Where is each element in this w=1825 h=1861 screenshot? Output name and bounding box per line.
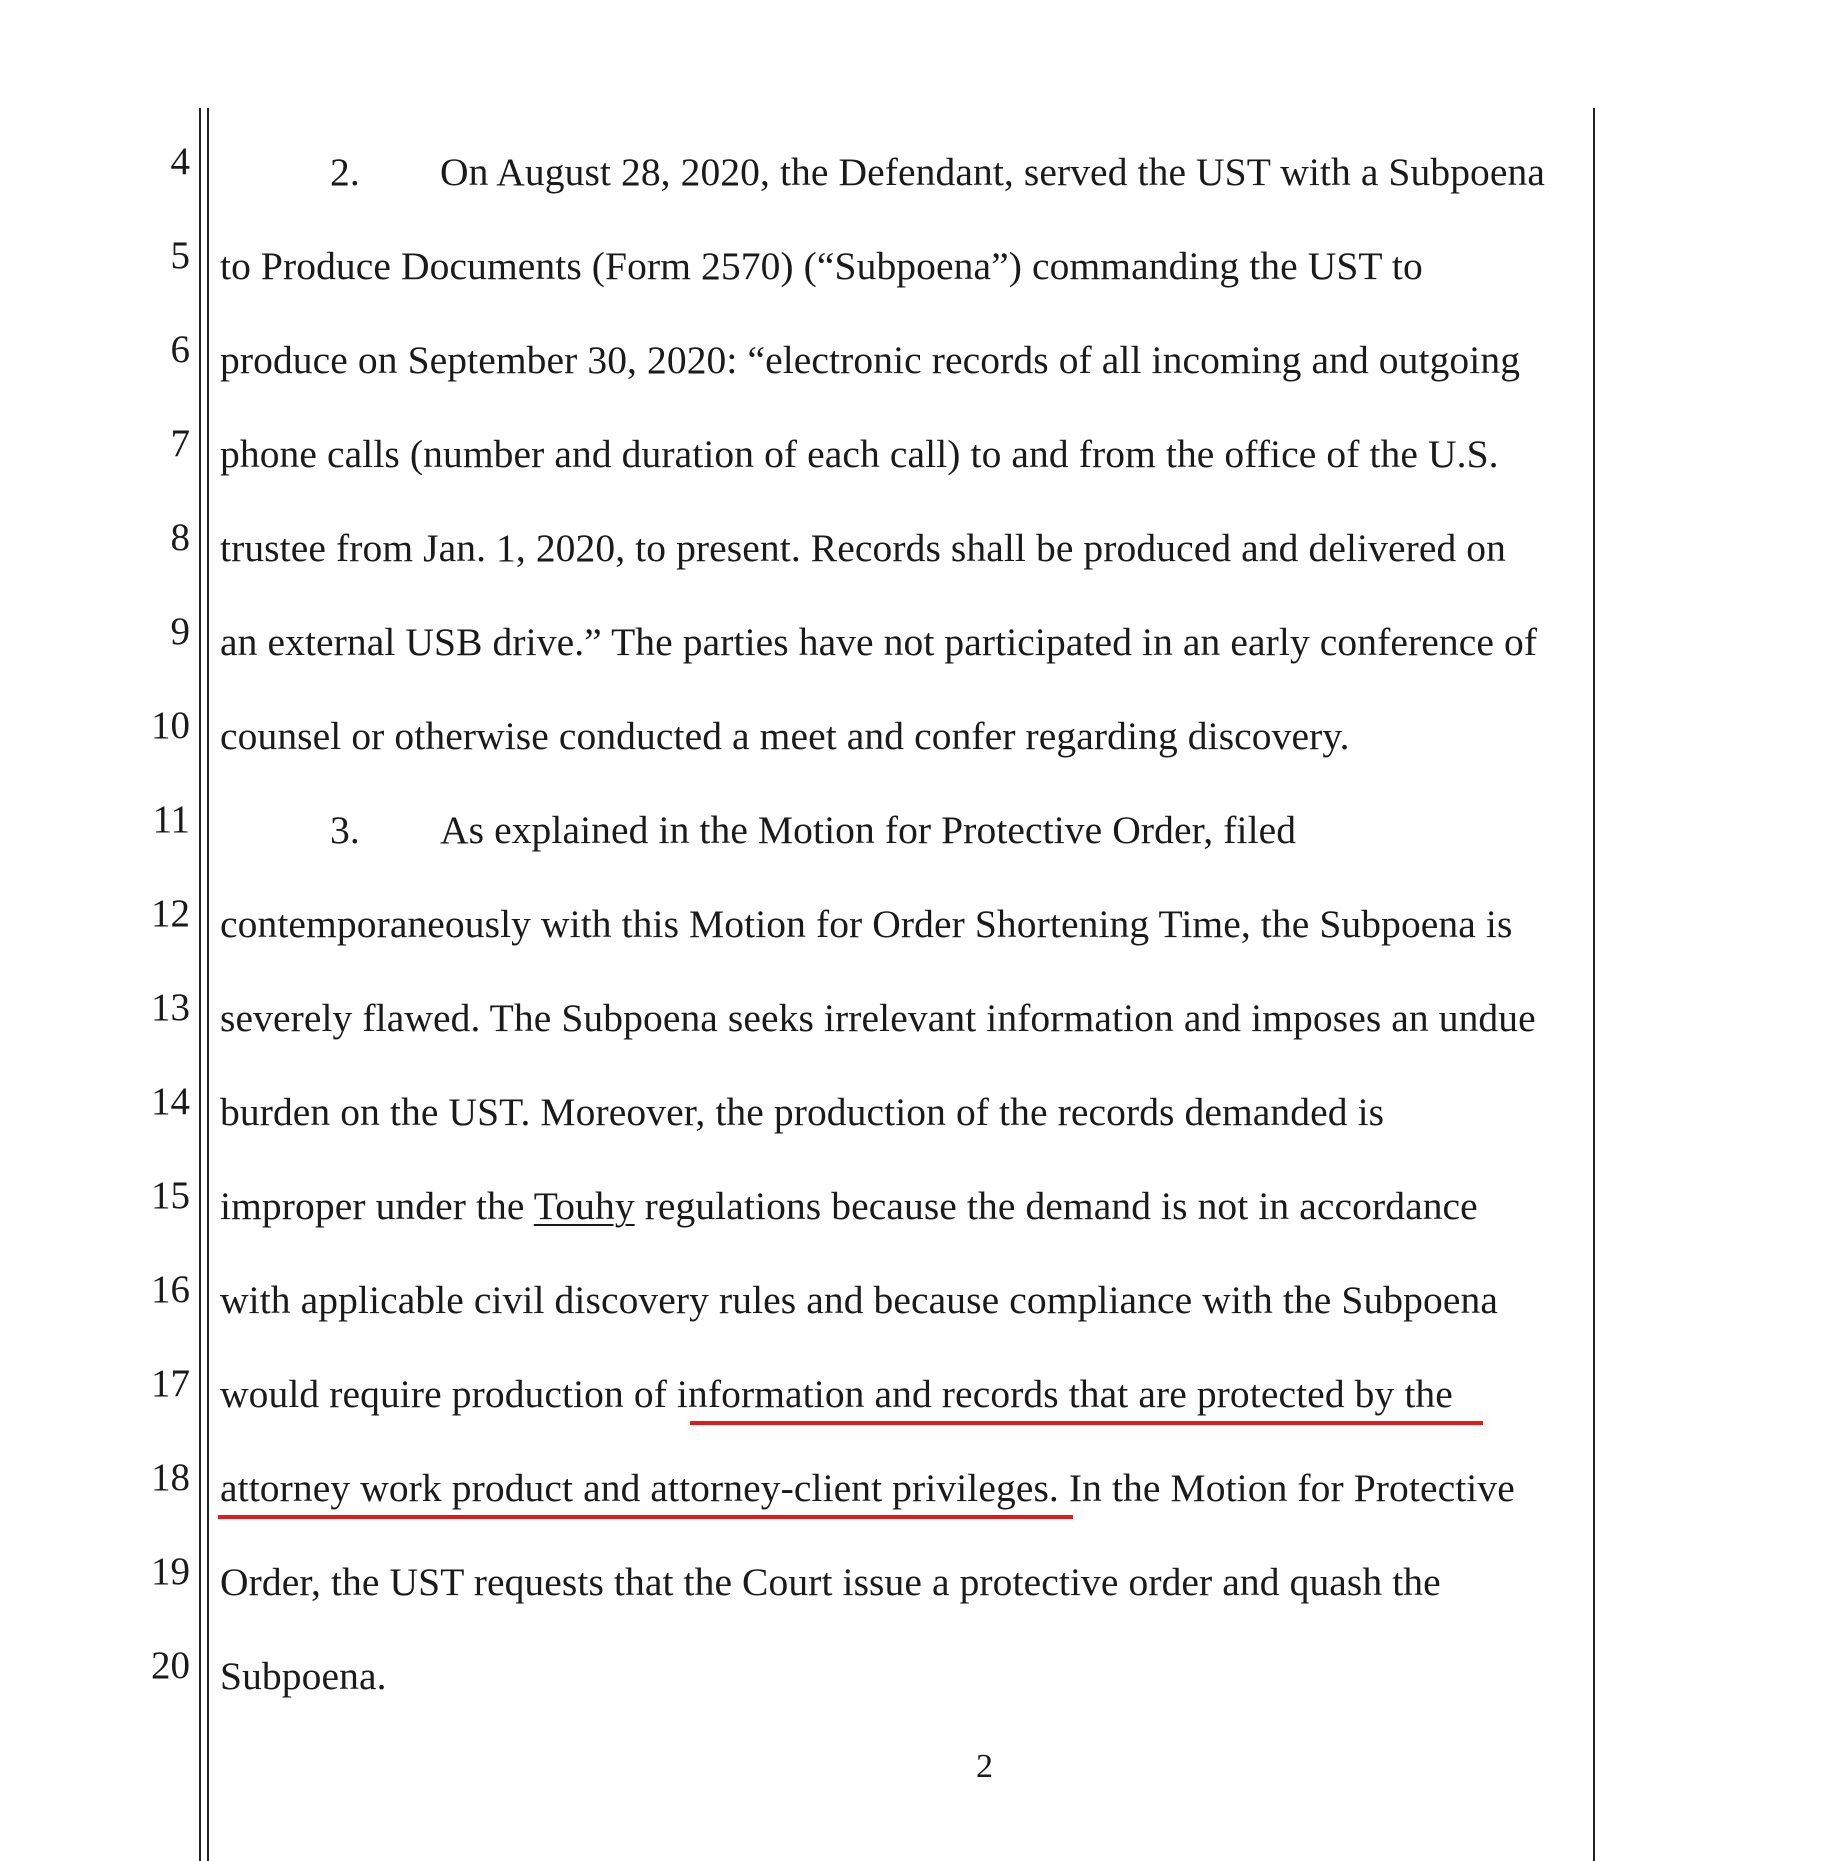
line-number: 17	[151, 1362, 190, 1405]
text-line: Order, the UST requests that the Court issue a protective order and quash the	[220, 1560, 1441, 1604]
paragraph-3-line-1	[220, 808, 1297, 852]
left-margin-rule-outer	[199, 108, 201, 1861]
document-body	[220, 0, 1590, 1861]
text-line: with applicable civil discovery rules and because compliance with the Subpoena	[220, 1278, 1498, 1322]
line-text: On August 28, 2020, the Defendant, served the UST with a Subpoena	[440, 150, 1546, 194]
paragraph-number: 2.	[330, 150, 360, 194]
text-line: attorney work product and attorney-client privileges. In the Motion for Protective	[220, 1466, 1515, 1510]
line-text: regulations because the demand is not in accordance	[634, 1184, 1478, 1228]
line-number: 5	[170, 234, 190, 277]
line-number: 19	[151, 1550, 190, 1593]
line-number: 6	[170, 328, 190, 371]
text-line: burden on the UST. Moreover, the production of the records demanded is	[220, 1090, 1385, 1134]
text-line: phone calls (number and duration of each call) to and from the office of the U.S.	[220, 432, 1499, 476]
paragraph-number: 3.	[330, 808, 360, 852]
line-number: 7	[170, 422, 190, 465]
text-line: an external USB drive.” The parties have not participated in an early conference of	[220, 620, 1538, 664]
line-number: 20	[151, 1644, 190, 1687]
line-number-gutter	[60, 0, 190, 1861]
line-number: 4	[170, 140, 190, 183]
line-number: 13	[151, 986, 190, 1029]
red-highlight-underline	[218, 1515, 1073, 1519]
line-number: 12	[151, 892, 190, 935]
right-margin-rule	[1593, 108, 1595, 1861]
touhy-underlined-term: Touhy	[533, 1184, 635, 1228]
line-number: 11	[152, 798, 190, 841]
line-number: 15	[151, 1174, 190, 1217]
paragraph-2-line-1	[220, 150, 1546, 194]
left-margin-rule-inner	[207, 108, 209, 1861]
line-number: 8	[170, 516, 190, 559]
text-line-touhy	[220, 1184, 1478, 1228]
text-line: produce on September 30, 2020: “electronic records of all incoming and outgoing	[220, 338, 1521, 382]
line-text: As explained in the Motion for Protective Order, filed	[440, 808, 1297, 852]
text-line: Subpoena.	[220, 1654, 387, 1698]
line-number: 18	[151, 1456, 190, 1499]
red-highlight-underline	[690, 1421, 1483, 1425]
line-number: 14	[151, 1080, 190, 1123]
page-number-text: 2	[976, 1748, 993, 1785]
line-text: improper under the	[220, 1184, 534, 1228]
line-number: 9	[170, 610, 190, 653]
text-line: trustee from Jan. 1, 2020, to present. Records shall be produced and delivered on	[220, 526, 1507, 570]
text-line: contemporaneously with this Motion for Order Shortening Time, the Subpoena is	[220, 902, 1513, 946]
page-number	[0, 1748, 1825, 1786]
text-line: severely flawed. The Subpoena seeks irrelevant information and imposes an undue	[220, 996, 1536, 1040]
line-number: 10	[151, 704, 190, 747]
text-line: to Produce Documents (Form 2570) (“Subpoena”) commanding the UST to	[220, 244, 1423, 288]
text-line: counsel or otherwise conducted a meet and confer regarding discovery.	[220, 714, 1350, 758]
text-line: would require production of information and records that are protected by the	[220, 1372, 1453, 1416]
line-number: 16	[151, 1268, 190, 1311]
